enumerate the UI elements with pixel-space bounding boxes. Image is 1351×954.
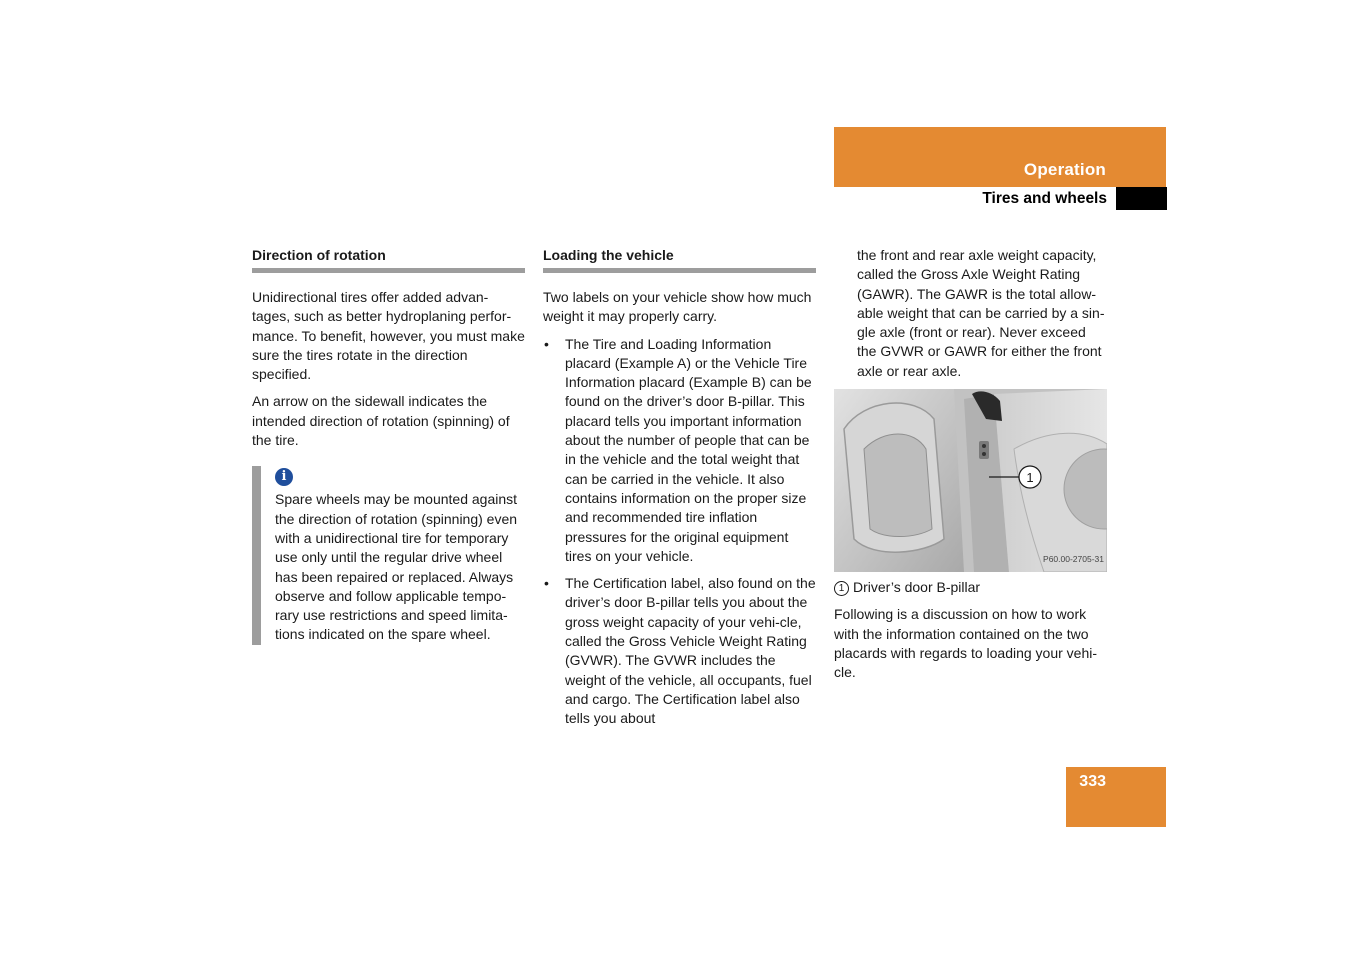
heading-loading-the-vehicle: Loading the vehicle xyxy=(543,246,816,273)
info-note xyxy=(252,466,525,644)
car-door-illustration xyxy=(834,389,1107,572)
info-icon: i xyxy=(275,468,293,486)
list-item: • The Certification label, also found on the driver’s door B-pillar tells you about the gross weight capacity of your vehi-cle, called the Gross Vehicle Weight Rating (GVWR). The GVWR includes the weight of the vehicle, all occupants, fuel and cargo. The Certification label also tells you about xyxy=(543,574,816,728)
figure-code: P60.00-2705-31 xyxy=(1043,553,1104,564)
caption-text: Driver’s door B-pillar xyxy=(853,579,981,596)
chapter-header xyxy=(834,127,1166,187)
page-number-block xyxy=(1066,767,1166,827)
list-item: • The Tire and Loading Information placard (Example A) or the Vehicle Tire Information placard (Example B) can be found on the driver’s door B-pillar. This placard tells you important information about the number of people that can be in the vehicle and the total weight that can be carried in the vehicle. It also contains information on the proper size and recommended tire inflation pressures for the original equipment tires on your vehicle. xyxy=(543,335,816,567)
paragraph: the front and rear axle weight capacity, called the Gross Axle Weight Rating (GAWR). The GAWR is the total allow-able weight that can be carried by a sin-gle axle (front or rear). Never exceed the GVWR or GAWR for either the front axle or rear axle. xyxy=(857,247,1105,379)
callout-number: 1 xyxy=(1026,470,1034,486)
b-pillar-figure xyxy=(834,389,1107,572)
heading-direction-of-rotation: Direction of rotation xyxy=(252,246,525,273)
caption-number: 1 xyxy=(834,581,849,596)
section-tab-marker xyxy=(1116,187,1167,210)
bullet-list xyxy=(543,335,816,729)
column-loading-the-vehicle xyxy=(543,246,816,737)
page-number: 333 xyxy=(1079,773,1106,790)
paragraph: Following is a discussion on how to work with the information contained on the two placards with regards to loading your vehi-cle. xyxy=(834,606,1098,681)
paragraph: Two labels on your vehicle show how much weight it may properly carry. xyxy=(543,289,812,325)
column-direction-of-rotation xyxy=(252,246,525,653)
column-continuation xyxy=(834,246,1107,691)
paragraph: An arrow on the sidewall indicates the intended direction of rotation (spinning) of the tire. xyxy=(252,393,510,449)
figure-caption xyxy=(834,578,1107,597)
note-text: Spare wheels may be mounted against the direction of rotation (spinning) even with a unidirectional tire for temporary use only until the regular drive wheel has been repaired or replaced. Always observe and follow applicable tempo-rary use restrictions and speed limita-tions indicated on the spare wheel. xyxy=(275,491,518,643)
section-title: Tires and wheels xyxy=(982,190,1107,207)
paragraph: Unidirectional tires offer added advan-tages, such as better hydroplaning perfor-mance. To benefit, however, you must make sure the tires rotate in the direction specified. xyxy=(252,289,525,383)
chapter-title: Operation xyxy=(1023,160,1106,179)
